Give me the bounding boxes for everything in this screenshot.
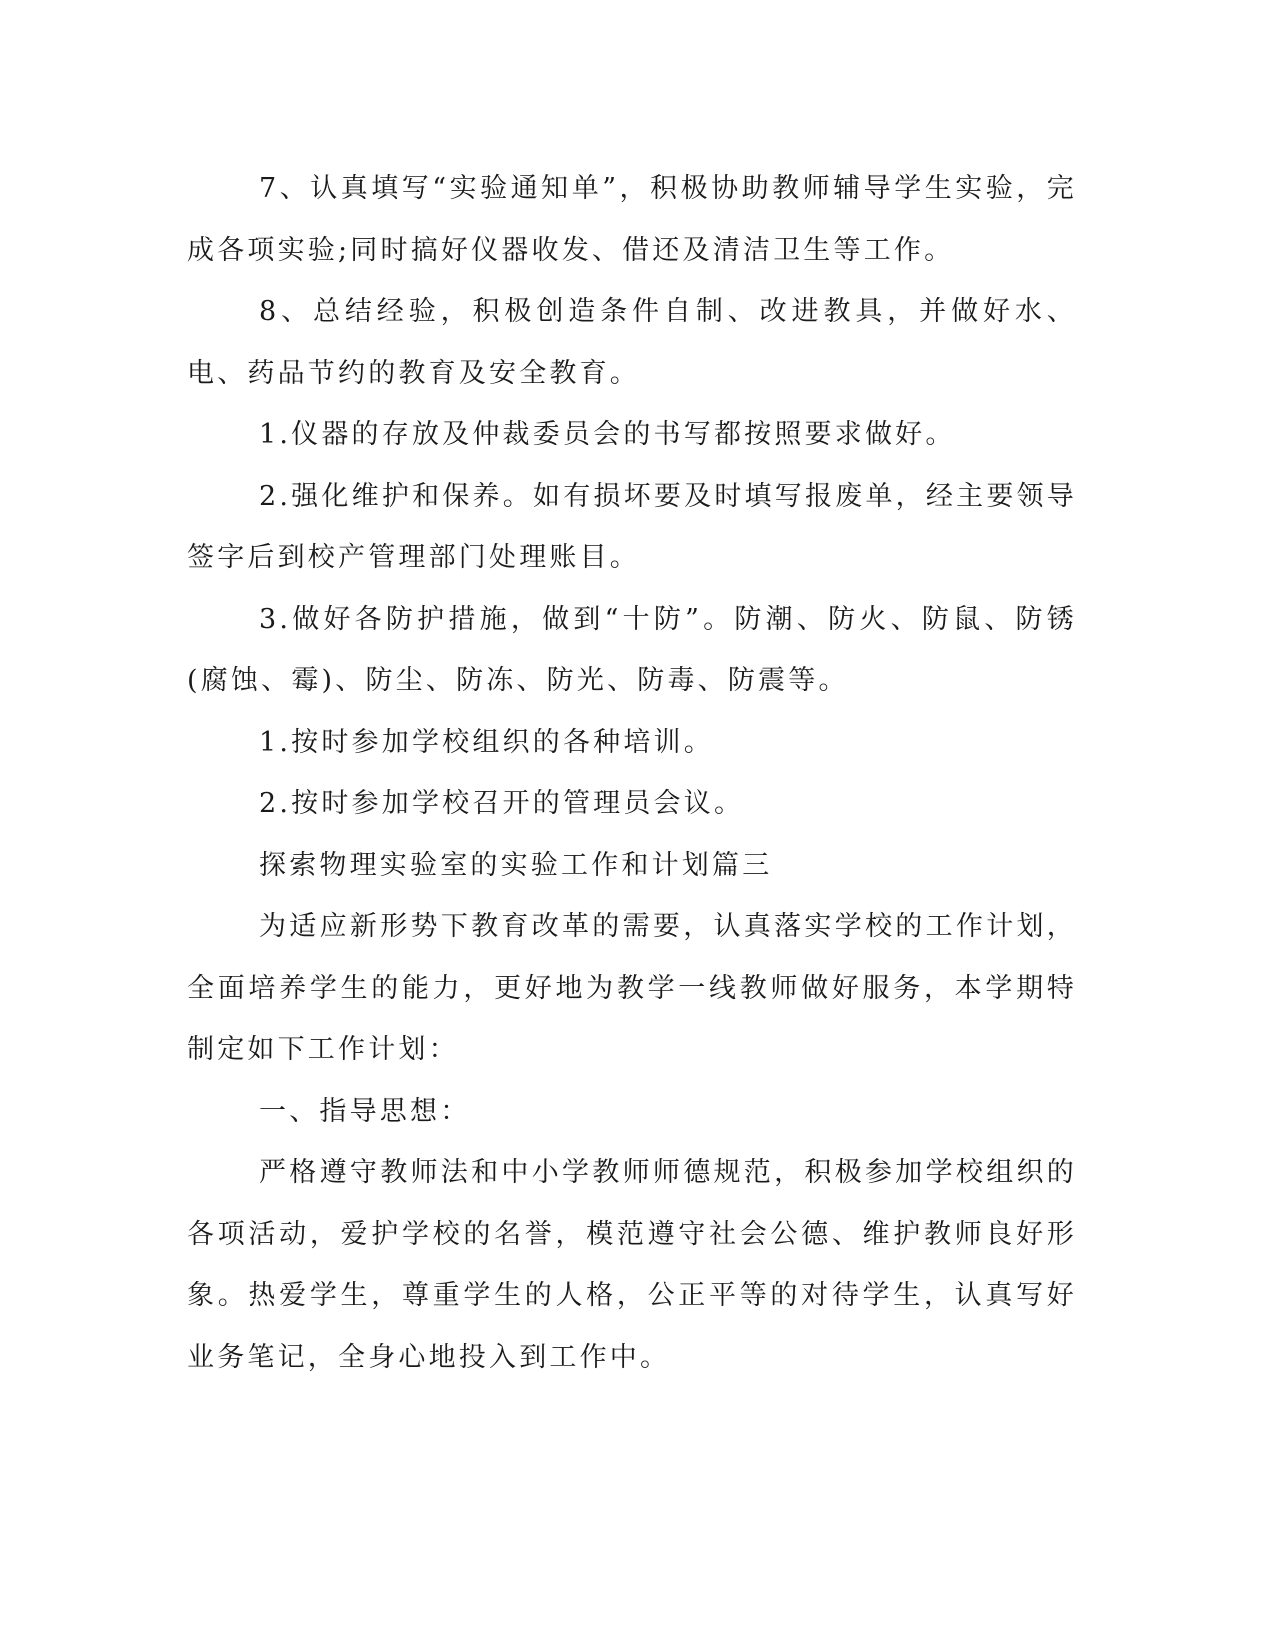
subheading-guiding-thought: 一、指导思想： [259,1095,471,1127]
paragraph-training: 1.按时参加学校组织的各种培训。 [259,726,714,758]
paragraph-ethics: 严格遵守教师法和中小学教师师德规范，积极参加学校组织的各项活动，爱护学校的名誉，模范遵守社会公德、维护教师良好形象。热爱学生，尊重学生的人格，公正平等的对待学生，认真写好业务笔记，全身心地投入到工作中。 [187,1157,1077,1373]
paragraph-meeting: 2.按时参加学校召开的管理员会议。 [259,788,745,819]
paragraph-item-7: 7、认真填写“实验通知单”，积极协助教师辅导学生实验，完成各项实验;同时搞好仪器收发、借还及清洁卫生等工作。 [187,173,1077,266]
paragraph-intro: 为适应新形势下教育改革的需要，认真落实学校的工作计划，全面培养学生的能力，更好地为教学一线教师做好服务，本学期特制定如下工作计划： [187,911,1077,1065]
document-body [187,158,1077,1388]
paragraph-maintenance: 2.强化维护和保养。如有损坏要及时填写报废单，经主要领导签字后到校产管理部门处理账目。 [187,480,1077,573]
paragraph-item-8: 8、总结经验，积极创造条件自制、改进教具，并做好水、电、药品节约的教育及安全教育。 [187,296,1077,389]
section-heading: 探索物理实验室的实验工作和计划篇三 [259,849,773,881]
paragraph-storage: 1.仪器的存放及仲裁委员会的书写都按照要求做好。 [259,419,956,450]
paragraph-protection: 3.做好各防护措施，做到“十防”。防潮、防火、防鼠、防锈(腐蚀、霉)、防尘、防冻、防光、防毒、防震等。 [187,603,1077,696]
